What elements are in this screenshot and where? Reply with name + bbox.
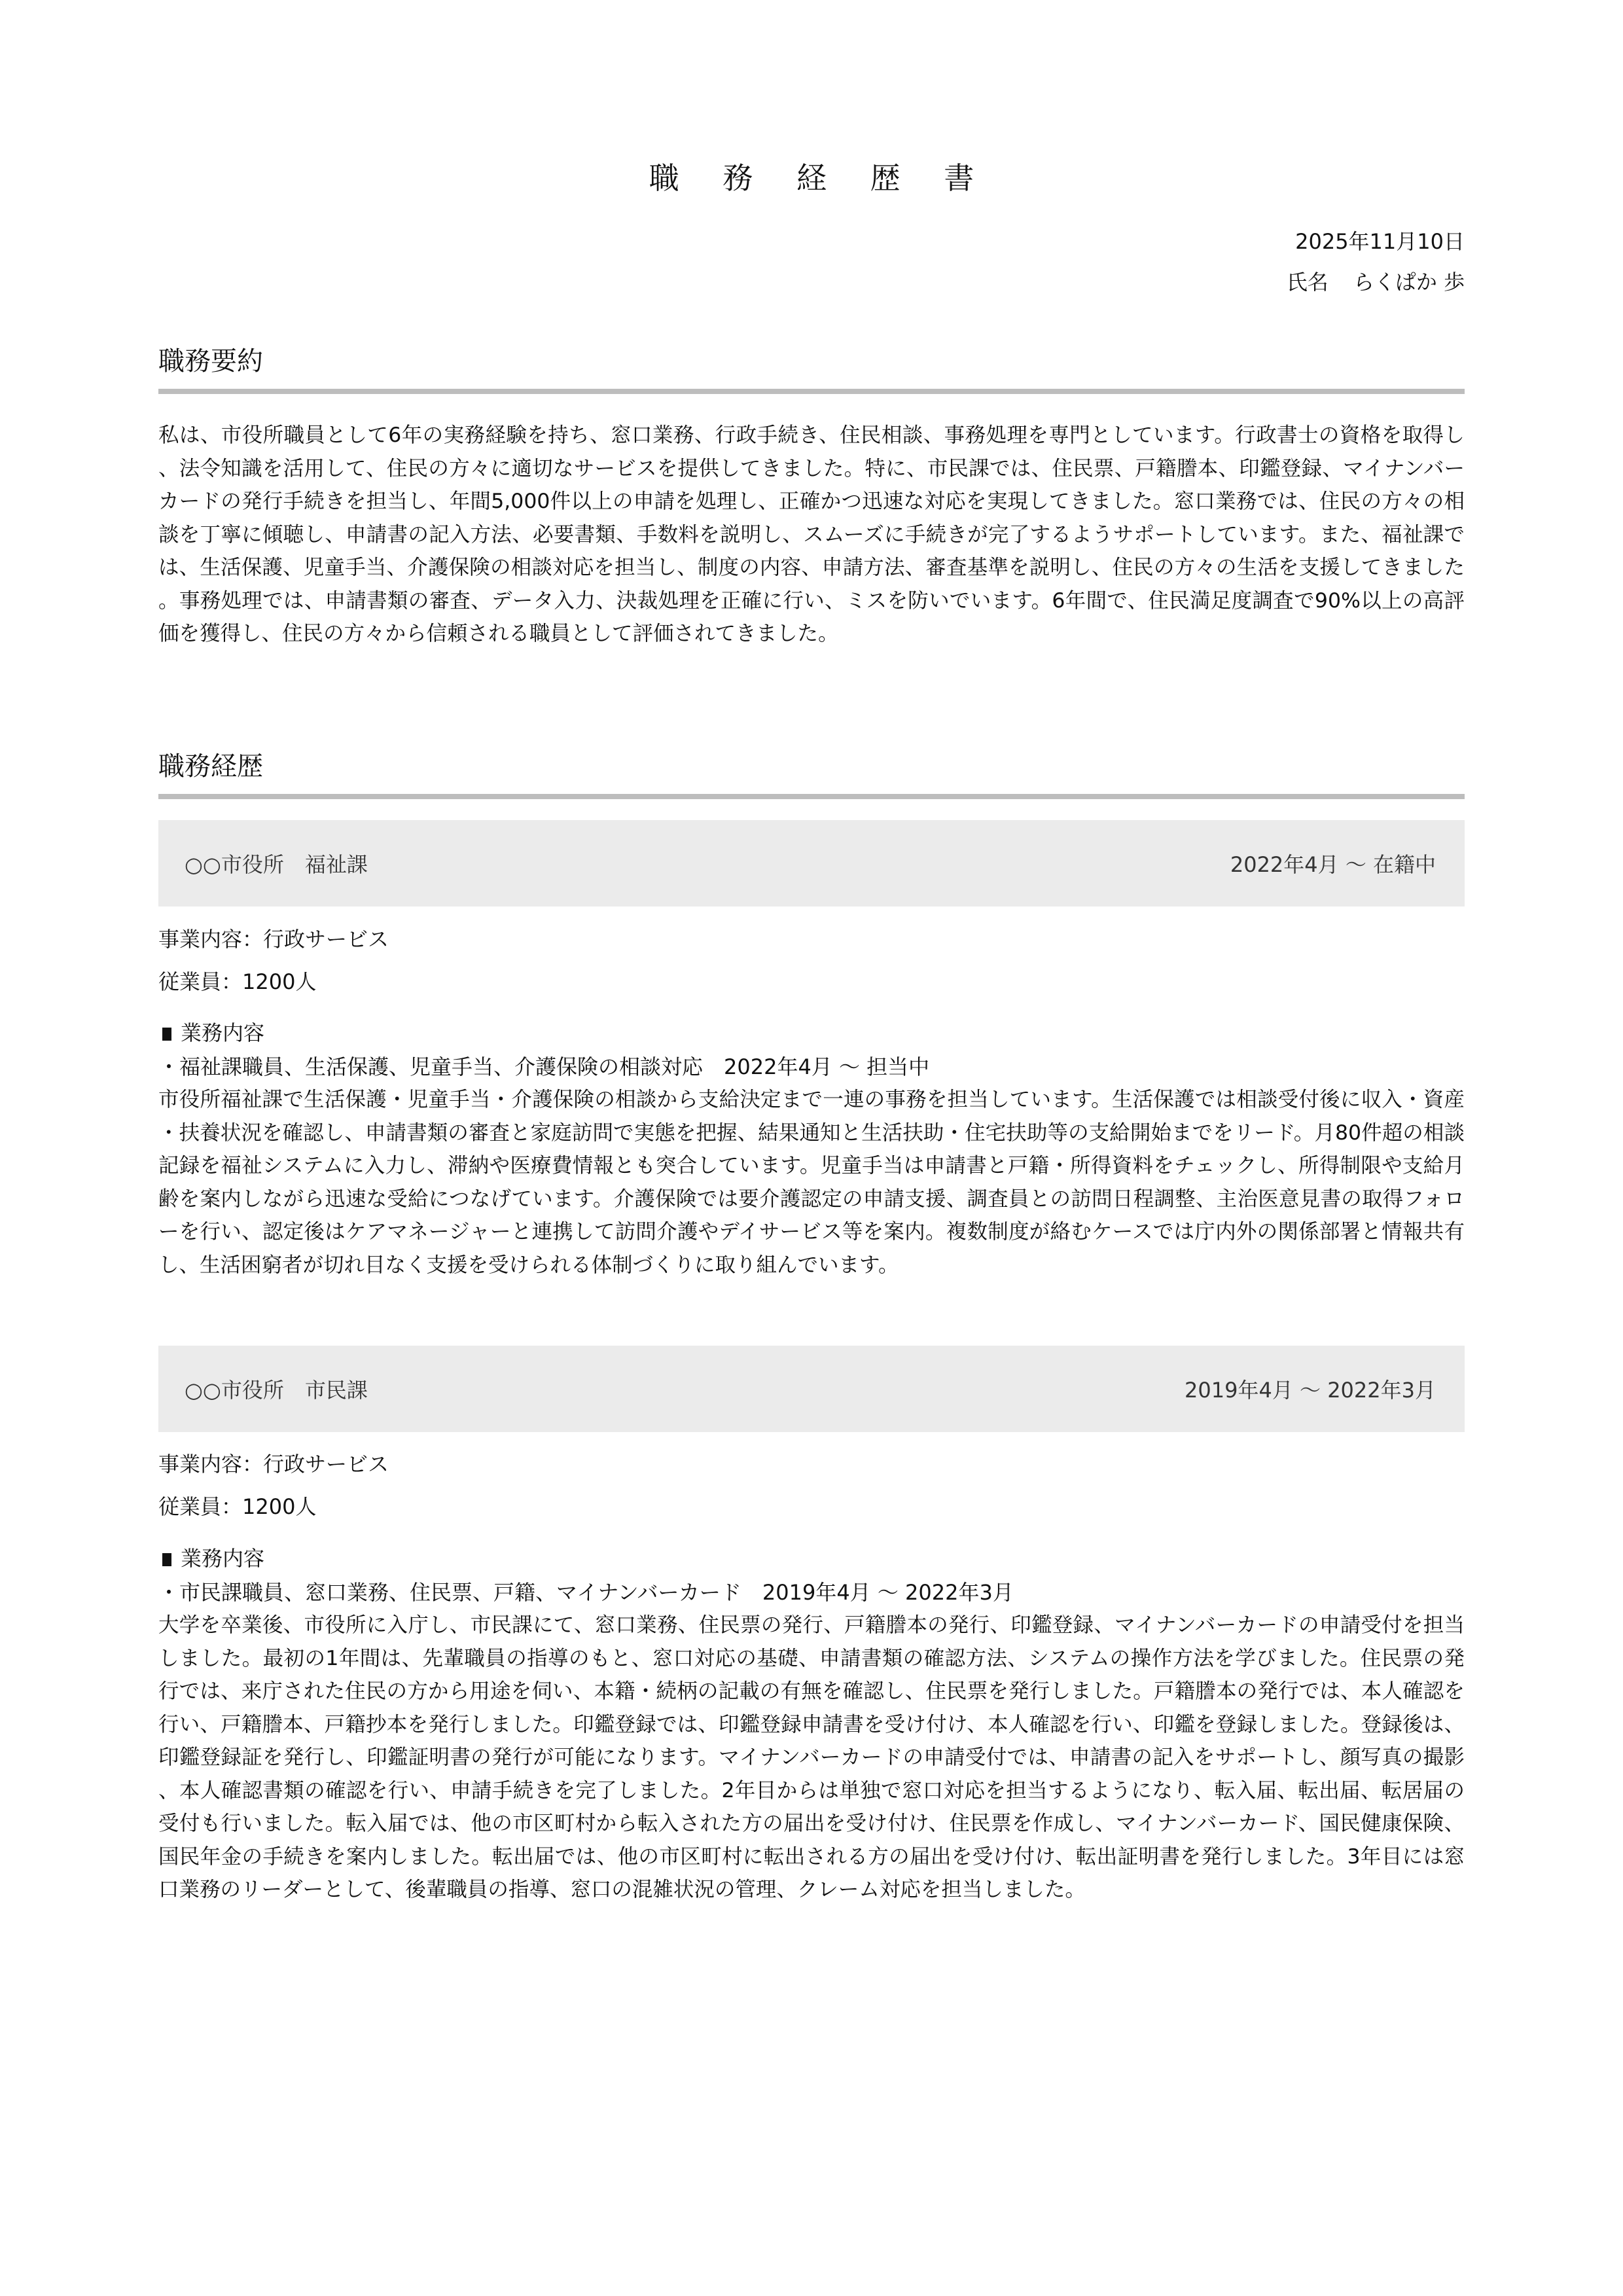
duties-subheading	[158, 1542, 264, 1575]
heading-divider	[158, 794, 1465, 799]
document-title: 職 務 経 歴 書	[649, 160, 991, 196]
task-title: ・市民課職員、窓口業務、住民票、戸籍、マイナンバーカード 2019年4月 ～ 2022年3月	[158, 1580, 1014, 1605]
employment-period: 2019年4月 ～ 2022年3月	[1185, 1378, 1436, 1403]
history-heading-label: 職務経歴	[158, 751, 263, 781]
history-heading	[158, 748, 1465, 799]
name-label: 氏名	[1286, 270, 1329, 295]
applicant-name-line	[1287, 262, 1465, 302]
employment-header-welfare	[158, 820, 1465, 906]
square-bullet-icon	[162, 1028, 171, 1041]
employment-period: 2022年4月 ～ 在籍中	[1230, 852, 1436, 877]
business-type: 事業内容：行政サービス	[158, 927, 389, 952]
square-bullet-icon	[162, 1553, 171, 1566]
task-title: ・福祉課職員、生活保護、児童手当、介護保険の相談対応 2022年4月 ～ 担当中	[158, 1054, 930, 1079]
duties-subheading	[158, 1016, 264, 1049]
document-date: 2025年11月10日	[1295, 229, 1465, 254]
employment-header-citizen	[158, 1346, 1465, 1432]
duties-label: 業務内容	[181, 1020, 265, 1045]
task-description: 大学を卒業後、市役所に入庁し、市民課にて、窓口業務、住民票の発行、戸籍謄本の発行、印鑑登録、マイナンバーカードの申請受付を担当しました。最初の1年間は、先輩職員の指導のもと、窓口対応の基礎、申請書類の確認方法、システムの操作方法を学びました。住民票の発行では、来庁された住民の方から用途を伺い、本籍・続柄の記載の有無を確認し、住民票を発行しました。戸籍謄本の発行では、本人確認を行い、戸籍謄本、戸籍抄本を発行しました。印鑑登録では、印鑑登録申請書を受け付け、本人確認を行い、印鑑を登録しました。登録後は、印鑑登録証を発行し、印鑑証明書の発行が可能になります。マイナンバーカードの申請受付では、申請書の記入をサポートし、顔写真の撮影、本人確認書類の確認を行い、申請手続きを完了しました。2年目からは単独で窓口対応を担当するようになり、転入届、転出届、転居届の受付も行いました。転入届では、他の市区町村から転入された方の届出を受け付け、住民票を作成し、マイナンバーカード、国民健康保険、国民年金の手続きを案内しました。転出届では、他の市区町村に転出される方の届出を受け付け、転出証明書を発行しました。3年目には窓口業務のリーダーとして、後輩職員の指導、窓口の混雑状況の管理、クレーム対応を担当しました。	[158, 1613, 1465, 1901]
document-meta	[1287, 221, 1465, 302]
organization-name: ○○市役所 市民課	[185, 1378, 368, 1403]
summary-heading	[158, 343, 1465, 394]
summary-text: 私は、市役所職員として6年の実務経験を持ち、窓口業務、行政手続き、住民相談、事務処理を専門としています。行政書士の資格を取得し、法令知識を活用して、住民の方々に適切なサービスを提供してきました。特に、市民課では、住民票、戸籍謄本、印鑑登録、マイナンバーカードの発行手続きを担当し、年間5,000件以上の申請を処理し、正確かつ迅速な対応を実現してきました。窓口業務では、住民の方々の相談を丁寧に傾聴し、申請書の記入方法、必要書類、手数料を説明し、スムーズに手続きが完了するようサポートしています。また、福祉課では、生活保護、児童手当、介護保険の相談対応を担当し、制度の内容、申請方法、審査基準を説明し、住民の方々の生活を支援してきました。事務処理では、申請書類の審査、データ入力、決裁処理を正確に行い、ミスを防いでいます。6年間で、住民満足度調査で90%以上の高評価を獲得し、住民の方々から信頼される職員として評価されてきました。	[158, 423, 1465, 645]
employee-count: 従業員：1200人	[158, 1494, 317, 1519]
applicant-name: らくぱか 歩	[1353, 270, 1465, 295]
organization-name: ○○市役所 福祉課	[185, 852, 368, 877]
duties-label: 業務内容	[181, 1546, 265, 1571]
business-type: 事業内容：行政サービス	[158, 1452, 389, 1477]
task-description: 市役所福祉課で生活保護・児童手当・介護保険の相談から支給決定まで一連の事務を担当しています。生活保護では相談受付後に収入・資産・扶養状況を確認し、申請書類の審査と家庭訪問で実態を把握、結果通知と生活扶助・住宅扶助等の支給開始までをリード。月80件超の相談記録を福祉システムに入力し、滞納や医療費情報とも突合しています。児童手当は申請書と戸籍・所得資料をチェックし、所得制限や支給月齢を案内しながら迅速な受給につなげています。介護保険では要介護認定の申請支援、調査員との訪問日程調整、主治医意見書の取得フォローを行い、認定後はケアマネージャーと連携して訪問介護やデイサービス等を案内。複数制度が絡むケースでは庁内外の関係部署と情報共有し、生活困窮者が切れ目なく支援を受けられる体制づくりに取り組んでいます。	[158, 1088, 1465, 1277]
summary-heading-label: 職務要約	[158, 346, 263, 376]
employee-count: 従業員：1200人	[158, 969, 317, 994]
heading-divider	[158, 389, 1465, 394]
